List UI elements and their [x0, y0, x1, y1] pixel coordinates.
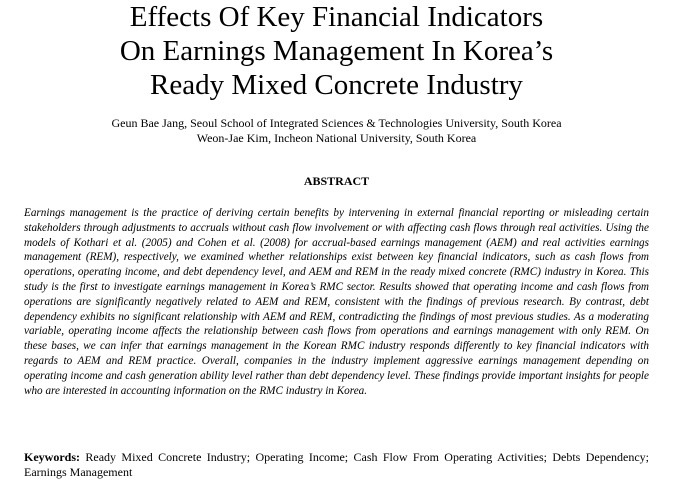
- title-line-2: On Earnings Management In Korea’s: [119, 35, 554, 67]
- paper-title: [40, 0, 633, 102]
- keywords: [24, 450, 649, 480]
- abstract-body: Earnings management is the practice of deriving certain benefits by intervening in external financial reporting or misleading certain stakeholders through adjustments to accruals without cash flow involvement or with affecting cash flows through real activities. Using the models of Kothari et al. (2005) and Cohen et al. (2008) for accrual-based earnings management (AEM) and real activities earnings management (REM), respectively, we examined whether relationships exist between key financial indicators, such as cash flows from operations, operating income, and debt dependency level, and AEM and REM in the ready mixed concrete (RMC) industry in Korea. This study is the first to investigate earnings management in Korea’s RMC sector. Results showed that operating income and cash flows from operations are significantly negatively related to AEM and REM, consistent with the findings of previous research. By contrast, debt dependency exhibits no significant relationship with AEM and REM, contradicting the findings of most previous studies. As a moderating variable, operating income affects the relationship between cash flows from operations and earnings management with only REM. On these bases, we can infer that earnings management in the Korean RMC industry responds differently to key financial indicators with regards to AEM and REM practice. Overall, companies in the industry implement aggressive earnings management depending on operating income and cash generation ability level rather than debt dependency level. These findings provide important insights for people who are interested in accounting information on the RMC industry in Korea.: [24, 207, 649, 397]
- abstract-heading: ABSTRACT: [303, 174, 370, 188]
- author-1: Geun Bae Jang, Seoul School of Integrated Sciences & Technologies University, South Korea: [111, 116, 562, 130]
- keywords-text: Ready Mixed Concrete Industry; Operating Income; Cash Flow From Operating Activities; Debts Dependency; Earnings Management: [24, 450, 650, 479]
- author-block: [20, 116, 653, 146]
- author-2: Weon-Jae Kim, Incheon National University, South Korea: [196, 131, 477, 145]
- title-line-3: Ready Mixed Concrete Industry: [150, 69, 523, 101]
- keywords-label: Keywords:: [24, 450, 80, 464]
- title-line-1: Effects Of Key Financial Indicators: [129, 1, 544, 33]
